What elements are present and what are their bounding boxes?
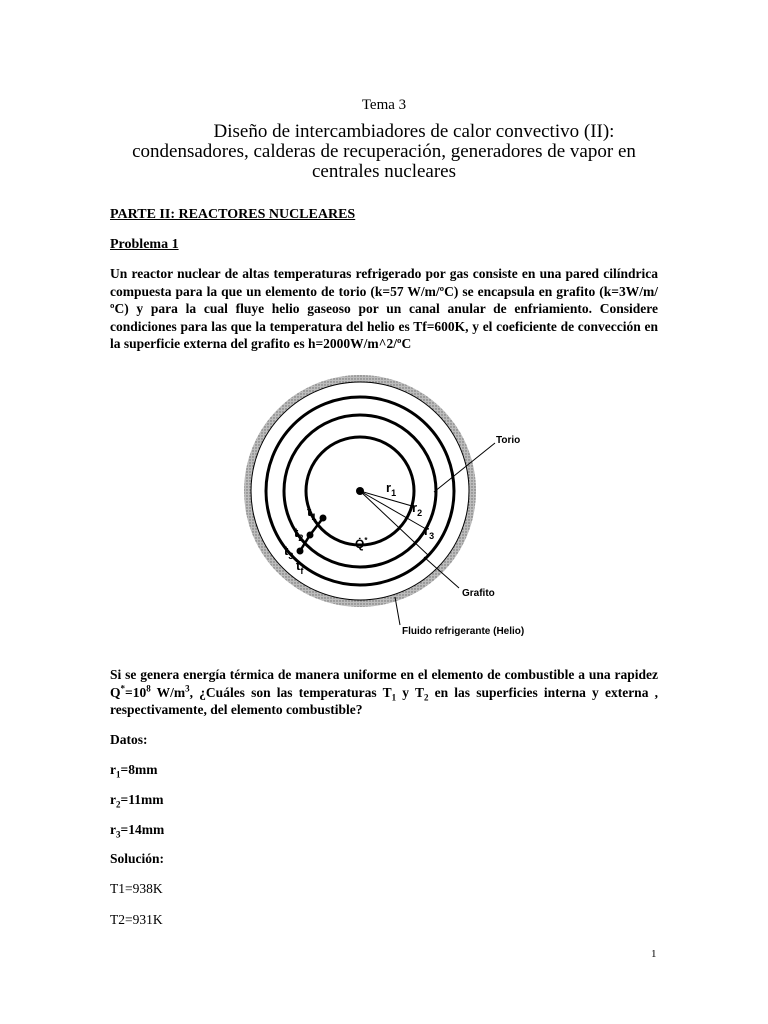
title-line-1: Diseño de intercambiadores de calor convectivo (II): [213,121,615,142]
r2-label: $r_2$ [412,500,423,518]
data-r3: $r_3=14mm$ [110,822,165,840]
solution-heading: Solución: [110,851,165,866]
t1-label: $t_1$ [307,504,317,522]
solution-t2: T2=931K [110,912,163,927]
title-line-3: centrales nucleares [312,161,456,182]
t3-label: $t_3$ [284,543,294,561]
question-text: Si se genera energía térmica de manera uniforme en el elemento de combustible a una rapidez $Q^*=10^8$ $W/m^3$, ¿Cuáles son las temperaturas $T_1$ y $T_2$ en las superficies interna y externa , respectivamente, del elemento combustible? [110,667,658,718]
page-number: 1 [651,948,657,960]
r3-label: $r_3$ [424,523,435,541]
reactor-cross-section-diagram [210,375,560,645]
t2-label: $t_2$ [294,525,304,543]
t2-point [307,532,314,539]
data-r1: $r_1=8mm$ [110,762,158,780]
problem-statement: Un reactor nuclear de altas temperaturas refrigerado por gas consiste en una pared cilíndrica compuesta para la que un elemento de torio (k=57 W/m/ºC) se encapsula en grafito (k=3W/m/ºC) y para la cual fluye helio gaseoso por un canal anular de enfriamiento. Considere condiciones para las que la temperatura del helio es Tf=600K, y el coeficiente de convección en la superficie externa del grafito es h=2000W/m^2/ºC [110,266,658,352]
t1-point [320,515,327,522]
torio-label: Torio [496,435,521,446]
data-r2: $r_2=11mm$ [110,792,164,810]
solution-t1: T1=938K [110,881,163,896]
section-heading: PARTE II: REACTORES NUCLEARES [110,207,356,222]
t3-point [297,548,304,555]
data-heading: Datos: [110,732,148,747]
page-title [100,122,668,182]
topic-number: Tema 3 [361,97,407,113]
problem-heading: Problema 1 [110,237,179,252]
fluido-leader-line [395,597,400,625]
fluido-label: Fluido refrigerante (Helio) [402,626,525,637]
r1-label: $r_1$ [386,480,397,498]
grafito-label: Grafito [462,588,495,599]
title-line-2: condensadores, calderas de recuperación, generadores de vapor en [132,141,636,162]
heat-generation-label: Q̇* [355,536,368,551]
tf-label: $t_f$ [296,558,304,576]
